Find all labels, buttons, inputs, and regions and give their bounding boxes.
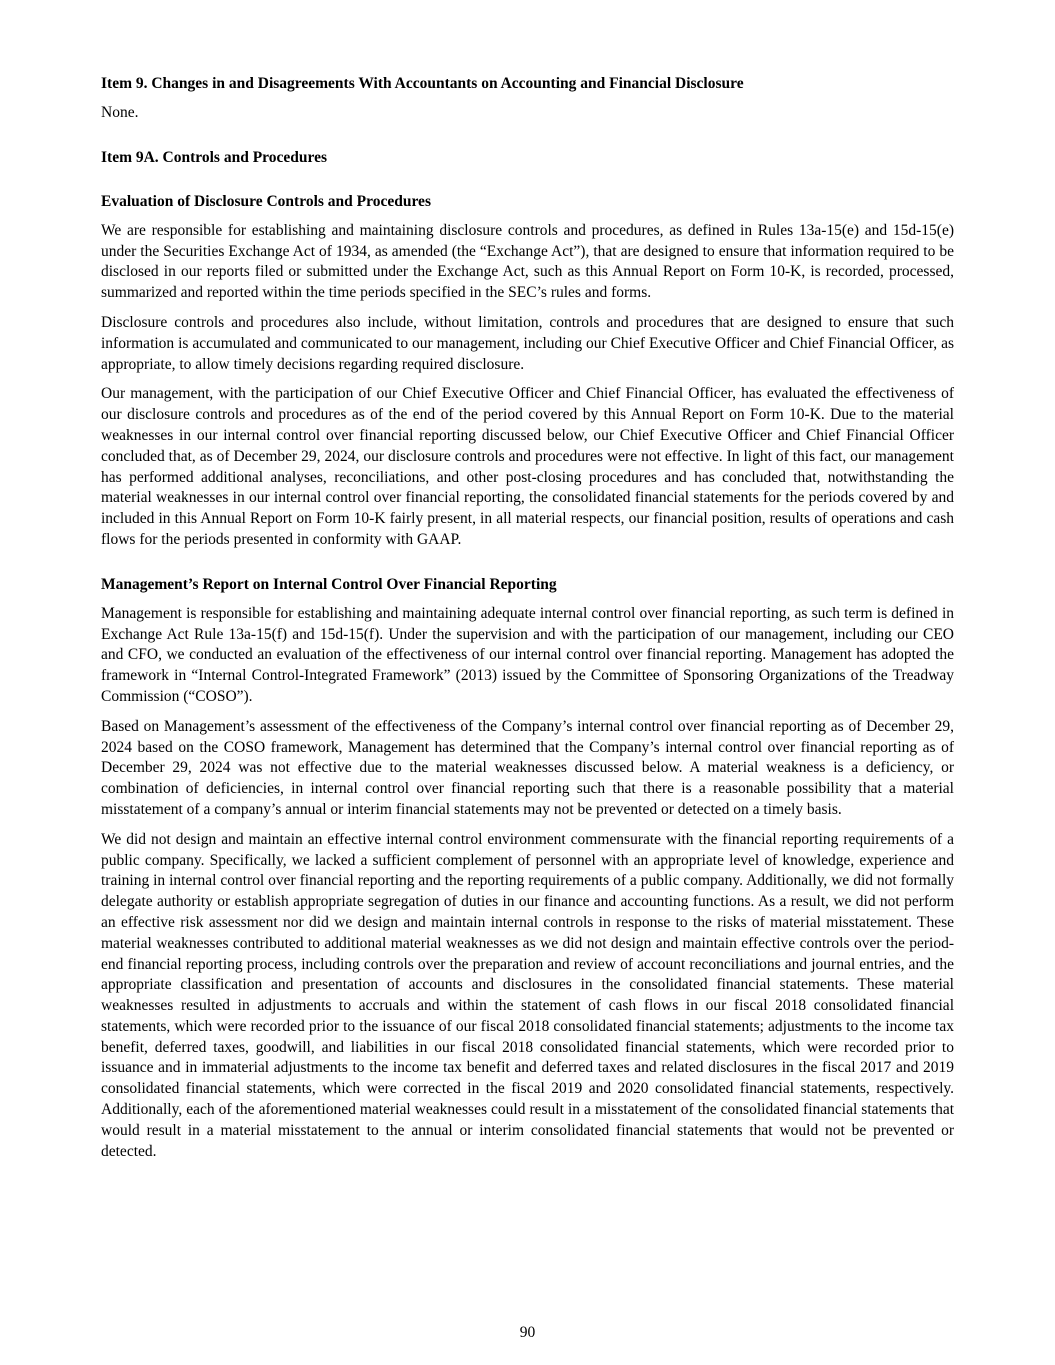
document-page (101, 73, 954, 1162)
evaluation-heading: Evaluation of Disclosure Controls and Procedures (101, 192, 431, 210)
item-9a-heading: Item 9A. Controls and Procedures (101, 148, 328, 166)
management-report-paragraph: Management is responsible for establishing and maintaining adequate internal control over financial reporting, as such term is defined in Exchange Act Rule 13a-15(f) and 15d-15(f). Under the supervision and with the participation of our management, including our CEO and CFO, we conducted an evaluation of the effectiveness of our internal control over financial reporting. Management has adopted the framework in “Internal Control-Integrated Framework” (2013) issued by the Committee of Sponsoring Organizations of the Treadway Commission (“COSO”). (101, 604, 954, 705)
evaluation-paragraph: Disclosure controls and procedures also include, without limitation, controls and procedures that are designed to ensure that such information is accumulated and communicated to our management, including our Chief Executive Officer and Chief Financial Officer, as appropriate, to allow timely decisions regarding required disclosure. (101, 313, 954, 373)
item-9-body: None. (101, 104, 139, 121)
evaluation-paragraph: Our management, with the participation of our Chief Executive Officer and Chief Financial Officer, has evaluated the effectiveness of our disclosure controls and procedures as of the end of the period covered by this Annual Report on Form 10-K. Due to the material weaknesses in our internal control over financial reporting discussed below, our Chief Executive Officer and Chief Financial Officer concluded that, as of December 29, 2024, our disclosure controls and procedures were not effective. In light of this fact, our management has performed additional analyses, reconciliations, and other post-closing procedures and has concluded that, notwithstanding the material weaknesses in our internal control over financial reporting, the consolidated financial statements for the periods covered by and included in this Annual Report on Form 10-K fairly present, in all material respects, our financial position, results of operations and cash flows for the periods presented in conformity with GAAP. (101, 385, 954, 548)
management-report-paragraph: Based on Management’s assessment of the effectiveness of the Company’s internal control over financial reporting as of December 29, 2024 based on the COSO framework, Management has determined that the Company’s internal control over financial reporting as of December 29, 2024 was not effective due to the material weaknesses discussed below. A material weakness is a deficiency, or combination of deficiencies, in internal control over financial reporting such that there is a reasonable possibility that a material misstatement of a company’s annual or interim financial statements may not be prevented or detected on a timely basis. (101, 717, 954, 818)
management-report-paragraph: We did not design and maintain an effective internal control environment commensurate with the financial reporting requirements of a public company. Specifically, we lacked a sufficient complement of personnel with an appropriate level of knowledge, experience and training in internal control over financial reporting and the reporting requirements of a public company. Additionally, we did not formally delegate authority or establish appropriate segregation of duties in our finance and accounting functions. As a result, we did not perform an effective risk assessment nor did we design and maintain internal controls in response to the risks of material misstatement. These material weaknesses contributed to additional material weaknesses as we did not design and maintain effective controls over the period-end financial reporting process, including controls over the preparation and review of account reconciliations and journal entries, and the appropriate classification and presentation of accounts and disclosures in the consolidated financial statements. These material weaknesses resulted in adjustments to accruals and within the statement of cash flows in our fiscal 2018 consolidated financial statements, which were recorded prior to the issuance of our fiscal 2018 consolidated financial statements; adjustments to the income tax benefit, deferred taxes, goodwill, and liabilities in our fiscal 2018 consolidated financial statements, which were recorded prior to issuance and in immaterial adjustments to the income tax benefit and deferred taxes and related disclosures in the fiscal 2017 and 2019 consolidated financial statements, which were corrected in the fiscal 2019 and 2020 consolidated financial statements, respectively. Additionally, each of the aforementioned material weaknesses could result in a misstatement of the consolidated financial statements that would result in a material misstatement to the annual or interim consolidated financial statements that would not be prevented or detected. (101, 830, 954, 1160)
evaluation-paragraph: We are responsible for establishing and maintaining disclosure controls and procedures, as defined in Rules 13a-15(e) and 15d-15(e) under the Securities Exchange Act of 1934, as amended (the “Exchange Act”), that are designed to ensure that information required to be disclosed in our reports filed or submitted under the Exchange Act, such as this Annual Report on Form 10-K, is recorded, processed, summarized and reported within the time periods specified in the SEC’s rules and forms. (101, 221, 954, 302)
item-9-heading: Item 9. Changes in and Disagreements With Accountants on Accounting and Financial Disclosure (101, 75, 744, 92)
management-report-heading: Management’s Report on Internal Control Over Financial Reporting (101, 575, 557, 593)
page-number: 90 (519, 1324, 536, 1341)
